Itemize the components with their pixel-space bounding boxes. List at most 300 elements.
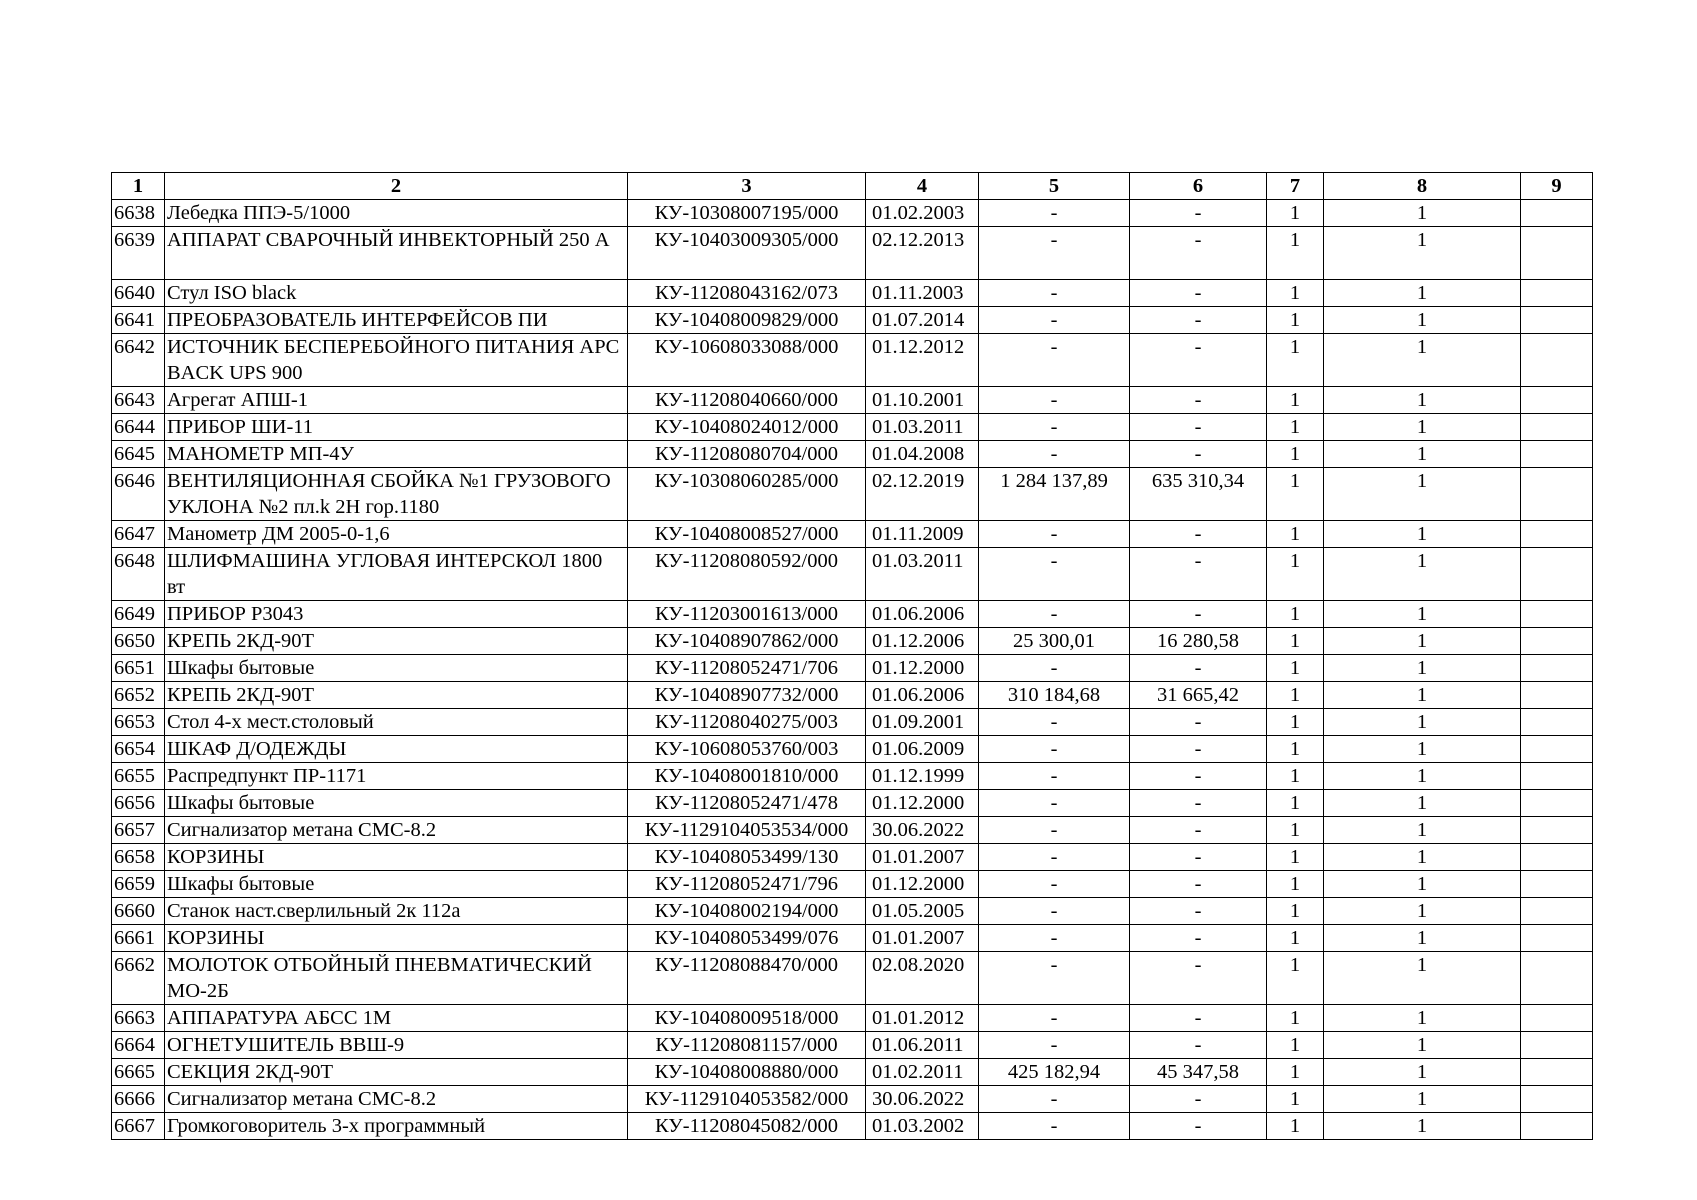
cell-row-number: 6667 [112,1113,165,1140]
table-row [112,441,1593,468]
cell-note [1521,682,1593,709]
cell-quantity: 1 [1267,548,1324,601]
table-row [112,601,1593,628]
cell-quantity-actual: 1 [1324,1086,1521,1113]
cell-residual-value: - [1130,952,1267,1005]
cell-cost: - [979,952,1130,1005]
column-header: 8 [1324,173,1521,200]
cell-inventory-code: КУ-11208052471/706 [628,655,866,682]
cell-date: 01.02.2003 [866,200,979,227]
cell-date: 02.08.2020 [866,952,979,1005]
cell-inventory-code: КУ-11208080704/000 [628,441,866,468]
cell-row-number: 6662 [112,952,165,1005]
cell-item-name: Сигнализатор метана СМС-8.2 [165,817,628,844]
cell-date: 01.07.2014 [866,307,979,334]
cell-quantity-actual: 1 [1324,1032,1521,1059]
table-row [112,1086,1593,1113]
cell-item-name: ШЛИФМАШИНА УГЛОВАЯ ИНТЕРСКОЛ 1800 вт [165,548,628,601]
cell-date: 01.12.1999 [866,763,979,790]
cell-quantity: 1 [1267,763,1324,790]
cell-inventory-code: КУ-11208052471/796 [628,871,866,898]
cell-quantity: 1 [1267,334,1324,387]
cell-cost: - [979,736,1130,763]
cell-inventory-code: КУ-10408053499/130 [628,844,866,871]
cell-residual-value: - [1130,871,1267,898]
cell-row-number: 6641 [112,307,165,334]
cell-quantity-actual: 1 [1324,1005,1521,1032]
cell-note [1521,227,1593,280]
cell-row-number: 6648 [112,548,165,601]
cell-quantity-actual: 1 [1324,307,1521,334]
cell-inventory-code: КУ-11208081157/000 [628,1032,866,1059]
cell-inventory-code: КУ-11208052471/478 [628,790,866,817]
cell-note [1521,601,1593,628]
cell-quantity: 1 [1267,790,1324,817]
table-row [112,1005,1593,1032]
table-row [112,468,1593,521]
cell-note [1521,817,1593,844]
cell-item-name: Стол 4-х мест.столовый [165,709,628,736]
cell-quantity-actual: 1 [1324,709,1521,736]
cell-note [1521,1113,1593,1140]
cell-residual-value: - [1130,1086,1267,1113]
cell-date: 01.11.2003 [866,280,979,307]
cell-item-name: Станок наст.сверлильный 2к 112а [165,898,628,925]
cell-quantity-actual: 1 [1324,952,1521,1005]
cell-row-number: 6642 [112,334,165,387]
cell-residual-value: - [1130,601,1267,628]
cell-cost: 425 182,94 [979,1059,1130,1086]
cell-inventory-code: КУ-10408008527/000 [628,521,866,548]
cell-quantity: 1 [1267,844,1324,871]
cell-row-number: 6652 [112,682,165,709]
table-row [112,227,1593,280]
cell-cost: - [979,817,1130,844]
cell-inventory-code: КУ-11208088470/000 [628,952,866,1005]
cell-quantity: 1 [1267,1086,1324,1113]
cell-note [1521,844,1593,871]
cell-quantity-actual: 1 [1324,898,1521,925]
column-header: 2 [165,173,628,200]
cell-note [1521,1059,1593,1086]
cell-row-number: 6664 [112,1032,165,1059]
cell-item-name: Агрегат АПШ-1 [165,387,628,414]
cell-quantity-actual: 1 [1324,628,1521,655]
table-row [112,414,1593,441]
cell-item-name: МОЛОТОК ОТБОЙНЫЙ ПНЕВМАТИЧЕСКИЙ МО-2Б [165,952,628,1005]
cell-item-name: ПРИБОР ШИ-11 [165,414,628,441]
cell-quantity-actual: 1 [1324,1059,1521,1086]
cell-quantity-actual: 1 [1324,601,1521,628]
table-row [112,817,1593,844]
cell-inventory-code: КУ-11208040660/000 [628,387,866,414]
cell-cost: - [979,200,1130,227]
cell-row-number: 6650 [112,628,165,655]
cell-residual-value: - [1130,898,1267,925]
table-row [112,1032,1593,1059]
cell-residual-value: 635 310,34 [1130,468,1267,521]
cell-cost: - [979,925,1130,952]
cell-residual-value: - [1130,1005,1267,1032]
cell-cost: - [979,414,1130,441]
cell-quantity-actual: 1 [1324,441,1521,468]
cell-note [1521,1032,1593,1059]
cell-residual-value: - [1130,334,1267,387]
cell-date: 01.01.2012 [866,1005,979,1032]
cell-residual-value: - [1130,548,1267,601]
cell-date: 30.06.2022 [866,1086,979,1113]
cell-item-name: КОРЗИНЫ [165,844,628,871]
cell-quantity: 1 [1267,628,1324,655]
cell-date: 01.12.2012 [866,334,979,387]
cell-date: 01.09.2001 [866,709,979,736]
cell-note [1521,925,1593,952]
table-row [112,387,1593,414]
column-header: 1 [112,173,165,200]
cell-date: 01.01.2007 [866,844,979,871]
cell-quantity-actual: 1 [1324,871,1521,898]
cell-inventory-code: КУ-10408907862/000 [628,628,866,655]
cell-item-name: ИСТОЧНИК БЕСПЕРЕБОЙНОГО ПИТАНИЯ APC BACK UPS 900 [165,334,628,387]
cell-quantity-actual: 1 [1324,925,1521,952]
cell-row-number: 6657 [112,817,165,844]
cell-row-number: 6660 [112,898,165,925]
table-row [112,763,1593,790]
column-header: 5 [979,173,1130,200]
table-row [112,1113,1593,1140]
cell-date: 01.03.2011 [866,548,979,601]
cell-inventory-code: КУ-10308060285/000 [628,468,866,521]
cell-date: 01.05.2005 [866,898,979,925]
cell-date: 01.10.2001 [866,387,979,414]
cell-item-name: Шкафы бытовые [165,871,628,898]
table-row [112,307,1593,334]
table-row [112,1059,1593,1086]
column-header: 9 [1521,173,1593,200]
cell-date: 01.03.2011 [866,414,979,441]
cell-cost: - [979,655,1130,682]
cell-date: 01.03.2002 [866,1113,979,1140]
cell-date: 01.04.2008 [866,441,979,468]
cell-item-name: Шкафы бытовые [165,790,628,817]
cell-date: 01.01.2007 [866,925,979,952]
cell-cost: - [979,307,1130,334]
cell-date: 01.06.2006 [866,682,979,709]
cell-cost: - [979,1032,1130,1059]
cell-quantity-actual: 1 [1324,227,1521,280]
cell-row-number: 6640 [112,280,165,307]
cell-residual-value: - [1130,280,1267,307]
cell-cost: - [979,844,1130,871]
cell-note [1521,414,1593,441]
cell-inventory-code: КУ-10408053499/076 [628,925,866,952]
cell-quantity-actual: 1 [1324,736,1521,763]
cell-quantity: 1 [1267,655,1324,682]
cell-quantity: 1 [1267,200,1324,227]
cell-inventory-code: КУ-10608053760/003 [628,736,866,763]
cell-cost: - [979,280,1130,307]
table-row [112,790,1593,817]
table-row [112,898,1593,925]
cell-quantity: 1 [1267,307,1324,334]
cell-residual-value: - [1130,844,1267,871]
cell-note [1521,334,1593,387]
cell-residual-value: 45 347,58 [1130,1059,1267,1086]
cell-cost: - [979,1086,1130,1113]
cell-residual-value: - [1130,736,1267,763]
cell-note [1521,280,1593,307]
cell-quantity-actual: 1 [1324,414,1521,441]
cell-note [1521,387,1593,414]
cell-inventory-code: КУ-11208040275/003 [628,709,866,736]
cell-item-name: Лебедка ППЭ-5/1000 [165,200,628,227]
cell-note [1521,709,1593,736]
cell-residual-value: - [1130,414,1267,441]
cell-item-name: ШКАФ Д/ОДЕЖДЫ [165,736,628,763]
cell-cost: - [979,601,1130,628]
cell-note [1521,655,1593,682]
cell-quantity: 1 [1267,736,1324,763]
table-row [112,682,1593,709]
cell-quantity: 1 [1267,898,1324,925]
cell-residual-value: - [1130,709,1267,736]
table-row [112,628,1593,655]
cell-note [1521,736,1593,763]
cell-cost: - [979,387,1130,414]
cell-quantity-actual: 1 [1324,763,1521,790]
cell-row-number: 6665 [112,1059,165,1086]
cell-note [1521,628,1593,655]
cell-date: 30.06.2022 [866,817,979,844]
cell-cost: - [979,441,1130,468]
cell-note [1521,548,1593,601]
cell-quantity: 1 [1267,280,1324,307]
cell-quantity-actual: 1 [1324,844,1521,871]
cell-quantity-actual: 1 [1324,817,1521,844]
cell-inventory-code: КУ-10408001810/000 [628,763,866,790]
cell-date: 02.12.2013 [866,227,979,280]
cell-row-number: 6645 [112,441,165,468]
cell-row-number: 6649 [112,601,165,628]
column-header: 6 [1130,173,1267,200]
cell-date: 01.12.2000 [866,790,979,817]
cell-inventory-code: КУ-11208043162/073 [628,280,866,307]
cell-note [1521,871,1593,898]
cell-residual-value: - [1130,1113,1267,1140]
cell-quantity-actual: 1 [1324,334,1521,387]
column-header: 7 [1267,173,1324,200]
cell-item-name: АППАРАТ СВАРОЧНЫЙ ИНВЕКТОРНЫЙ 250 А [165,227,628,280]
cell-residual-value: - [1130,655,1267,682]
cell-row-number: 6655 [112,763,165,790]
cell-quantity: 1 [1267,521,1324,548]
cell-date: 01.06.2011 [866,1032,979,1059]
cell-item-name: ВЕНТИЛЯЦИОННАЯ СБОЙКА №1 ГРУЗОВОГО УКЛОНА №2 пл.k 2Н гор.1180 [165,468,628,521]
cell-date: 01.06.2009 [866,736,979,763]
cell-residual-value: - [1130,387,1267,414]
cell-item-name: ПРИБОР Р3043 [165,601,628,628]
cell-row-number: 6653 [112,709,165,736]
cell-residual-value: - [1130,307,1267,334]
cell-inventory-code: КУ-1129104053582/000 [628,1086,866,1113]
cell-residual-value: 31 665,42 [1130,682,1267,709]
table-row [112,925,1593,952]
cell-inventory-code: КУ-10408024012/000 [628,414,866,441]
cell-residual-value: - [1130,925,1267,952]
cell-row-number: 6647 [112,521,165,548]
cell-quantity: 1 [1267,441,1324,468]
cell-cost: 25 300,01 [979,628,1130,655]
cell-quantity: 1 [1267,1032,1324,1059]
inventory-table [111,172,1593,1140]
cell-row-number: 6663 [112,1005,165,1032]
cell-note [1521,790,1593,817]
table-row [112,655,1593,682]
cell-note [1521,898,1593,925]
cell-note [1521,200,1593,227]
cell-cost: - [979,1113,1130,1140]
cell-date: 01.02.2011 [866,1059,979,1086]
cell-note [1521,952,1593,1005]
cell-row-number: 6651 [112,655,165,682]
cell-quantity-actual: 1 [1324,655,1521,682]
cell-residual-value: - [1130,790,1267,817]
cell-date: 01.12.2000 [866,871,979,898]
cell-cost: - [979,548,1130,601]
cell-quantity: 1 [1267,1113,1324,1140]
cell-row-number: 6638 [112,200,165,227]
cell-inventory-code: КУ-11203001613/000 [628,601,866,628]
cell-quantity-actual: 1 [1324,200,1521,227]
cell-date: 01.06.2006 [866,601,979,628]
cell-residual-value: - [1130,521,1267,548]
cell-cost: 1 284 137,89 [979,468,1130,521]
cell-inventory-code: КУ-10403009305/000 [628,227,866,280]
cell-row-number: 6644 [112,414,165,441]
cell-quantity: 1 [1267,468,1324,521]
cell-quantity: 1 [1267,1059,1324,1086]
cell-item-name: ОГНЕТУШИТЕЛЬ ВВШ-9 [165,1032,628,1059]
cell-item-name: КРЕПЬ 2КД-90Т [165,682,628,709]
cell-item-name: Громкоговоритель 3-х программный [165,1113,628,1140]
cell-item-name: Сигнализатор метана СМС-8.2 [165,1086,628,1113]
cell-item-name: Стул ISO black [165,280,628,307]
column-header: 4 [866,173,979,200]
cell-inventory-code: КУ-11208080592/000 [628,548,866,601]
cell-row-number: 6639 [112,227,165,280]
cell-cost: - [979,871,1130,898]
cell-quantity-actual: 1 [1324,280,1521,307]
cell-inventory-code: КУ-10408907732/000 [628,682,866,709]
cell-inventory-code: КУ-11208045082/000 [628,1113,866,1140]
cell-row-number: 6643 [112,387,165,414]
table-row [112,736,1593,763]
cell-quantity: 1 [1267,227,1324,280]
cell-item-name: СЕКЦИЯ 2КД-90Т [165,1059,628,1086]
cell-cost: 310 184,68 [979,682,1130,709]
header-row [112,173,1593,200]
cell-quantity: 1 [1267,817,1324,844]
cell-residual-value: 16 280,58 [1130,628,1267,655]
cell-quantity-actual: 1 [1324,790,1521,817]
cell-inventory-code: КУ-1129104053534/000 [628,817,866,844]
cell-row-number: 6661 [112,925,165,952]
cell-cost: - [979,790,1130,817]
cell-quantity-actual: 1 [1324,387,1521,414]
cell-date: 02.12.2019 [866,468,979,521]
cell-inventory-code: КУ-10408009829/000 [628,307,866,334]
cell-item-name: АППАРАТУРА АБСС 1М [165,1005,628,1032]
cell-note [1521,521,1593,548]
cell-cost: - [979,334,1130,387]
cell-inventory-code: КУ-10608033088/000 [628,334,866,387]
cell-residual-value: - [1130,1032,1267,1059]
cell-note [1521,441,1593,468]
cell-item-name: КРЕПЬ 2КД-90Т [165,628,628,655]
cell-inventory-code: КУ-10408002194/000 [628,898,866,925]
table-row [112,334,1593,387]
cell-quantity-actual: 1 [1324,548,1521,601]
cell-cost: - [979,763,1130,790]
cell-inventory-code: КУ-10308007195/000 [628,200,866,227]
cell-item-name: КОРЗИНЫ [165,925,628,952]
cell-quantity-actual: 1 [1324,521,1521,548]
cell-quantity: 1 [1267,871,1324,898]
cell-row-number: 6656 [112,790,165,817]
cell-item-name: МАНОМЕТР МП-4У [165,441,628,468]
cell-quantity: 1 [1267,709,1324,736]
cell-residual-value: - [1130,200,1267,227]
cell-note [1521,468,1593,521]
cell-cost: - [979,1005,1130,1032]
cell-cost: - [979,227,1130,280]
cell-quantity: 1 [1267,682,1324,709]
cell-date: 01.11.2009 [866,521,979,548]
cell-row-number: 6658 [112,844,165,871]
cell-residual-value: - [1130,441,1267,468]
cell-quantity: 1 [1267,387,1324,414]
table-row [112,952,1593,1005]
cell-inventory-code: КУ-10408008880/000 [628,1059,866,1086]
cell-note [1521,763,1593,790]
cell-cost: - [979,898,1130,925]
cell-item-name: Манометр ДМ 2005-0-1,6 [165,521,628,548]
cell-note [1521,1005,1593,1032]
column-header: 3 [628,173,866,200]
cell-residual-value: - [1130,763,1267,790]
table-row [112,709,1593,736]
cell-note [1521,307,1593,334]
cell-note [1521,1086,1593,1113]
cell-item-name: Распредпункт ПР-1171 [165,763,628,790]
cell-quantity: 1 [1267,601,1324,628]
cell-quantity-actual: 1 [1324,468,1521,521]
table-row [112,200,1593,227]
table-body [112,200,1593,1140]
cell-quantity-actual: 1 [1324,682,1521,709]
cell-quantity-actual: 1 [1324,1113,1521,1140]
cell-quantity: 1 [1267,414,1324,441]
cell-date: 01.12.2006 [866,628,979,655]
cell-cost: - [979,521,1130,548]
cell-row-number: 6659 [112,871,165,898]
cell-cost: - [979,709,1130,736]
cell-quantity: 1 [1267,925,1324,952]
cell-row-number: 6666 [112,1086,165,1113]
table-row [112,844,1593,871]
table-row [112,548,1593,601]
table-row [112,521,1593,548]
